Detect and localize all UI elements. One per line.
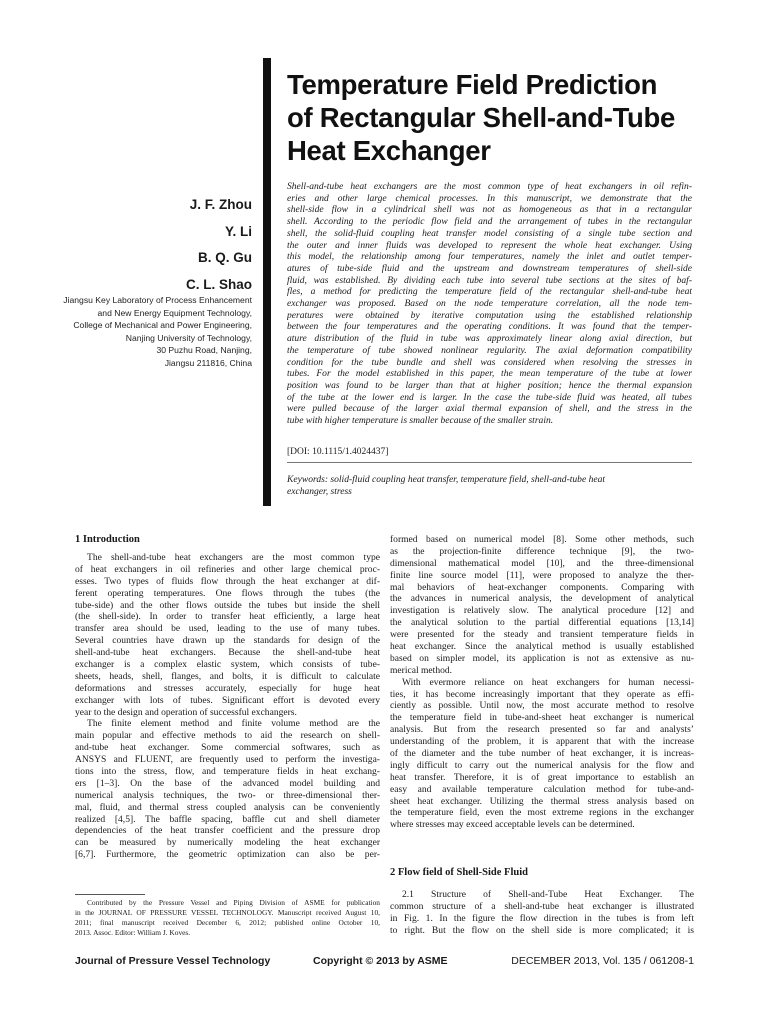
text-line: analysis. But from the research presented so far and analysts’	[390, 724, 694, 736]
text-line: year to the design and operation of successful exchangers.	[75, 706, 297, 718]
text-line: The finite element method and finite volume method are the	[87, 718, 380, 730]
text-line: formed based on numerical model [8]. Some other methods, such	[390, 534, 694, 545]
title-line: Temperature Field Prediction	[287, 69, 658, 100]
text-line: esses. Two types of fluids flow through the heat exchanger at dif-	[75, 575, 380, 587]
text-line: ers [1–3]. On the base of the advanced model building and	[75, 777, 380, 789]
text-line: exchanger is a complex elastic system, which consists of tube-	[75, 659, 380, 671]
text-line: shell, the solid-fluid coupling heat transfer model consisting of a single tube section and	[287, 227, 692, 239]
author: C. L. Shao	[185, 276, 252, 292]
abstract	[287, 181, 692, 427]
text-line: the temperature of tube showed nonlinear regularity. The axial deformation compatibility	[287, 344, 692, 356]
text-line: main popular and effective methods to aid the research on shell-	[75, 730, 380, 742]
text-line: investigation is relatively slow. The analytical procedure [12] and	[390, 605, 694, 617]
text-line: were pulled because of the larger axial thermal expansion of shell, and the stress in the	[287, 403, 692, 415]
text-line: heat exchanger. Since the analytical method is usually established	[390, 641, 694, 653]
text-line: common structure of a shell-and-tube heat exchanger is illustrated	[390, 900, 694, 912]
text-line: to right. But the flow on the shell side is more complicated; it is	[390, 924, 694, 936]
footnote-rule	[75, 894, 145, 895]
text-line: can be measured by numerically modeling the heat exchanger	[75, 837, 380, 849]
text-line: and-tube heat exchanger. Some commercial softwares, such as	[75, 742, 380, 754]
text-line: ature distribution of the fluid in tube was approximately linear along axial direction, but	[287, 333, 692, 345]
text-line: 2013. Assoc. Editor: William J. Koves.	[75, 928, 191, 937]
text-line: ingly difficult to carry out the numerical analysis for the flow and	[390, 759, 694, 771]
text-line: easy and available temperature calculation method for tube-and-	[390, 783, 694, 795]
affiliation-line: Jiangsu 211816, China	[164, 357, 252, 368]
text-line: condition for the tube bundle and shell was considered when resolving the stresses in	[287, 356, 692, 368]
author: J. F. Zhou	[189, 197, 252, 212]
text-line: exchanger with lots of tubes. Significant effort is devoted every	[75, 694, 380, 706]
text-line: based on simpler model, its application is not as extensive as nu-	[390, 652, 694, 664]
text-line: mal behaviors of heat-exchanger components. Comparing with	[390, 581, 694, 593]
text-line: With evermore reliance on heat exchangers for human necessi-	[402, 676, 694, 688]
text-line: ciently as possible. Until now, the most accurate method to resolve	[390, 700, 694, 712]
text-line: realized [4,5]. The baffle spacing, baffle cut and shell diameter	[75, 813, 380, 825]
keywords-line: Keywords: solid-fluid coupling heat transfer, temperature field, shell-and-tube heat	[287, 474, 606, 485]
footer-copyright: Copyright © 2013 by ASME	[313, 955, 448, 967]
text-line: the temperature field in tube-and-sheet heat exchanger is numerical	[390, 712, 694, 724]
author-list	[186, 192, 252, 298]
text-line: between the four temperatures and the operating conditions. It was found that the temper-	[287, 321, 692, 333]
title-bar	[263, 58, 271, 506]
text-line: tube-side) and the other flows outside the tubes but inside the shell	[75, 599, 380, 611]
text-line: shell-side flow in a cylindrical shell was not as homogeneous as that in a rectangular	[287, 204, 692, 216]
text-line: ferent operating temperatures. One flows through the tubes (the	[75, 587, 380, 599]
text-line: in the JOURNAL OF PRESSURE VESSEL TECHNOLOGY. Manuscript received August 10,	[75, 908, 380, 917]
text-line: the temperature field, even the most extreme regions in the exchanger	[390, 807, 694, 819]
text-line: position was found to be larger than that at higher position; hence the thermal expansion	[287, 379, 692, 391]
text-line: (the shell-side). In order to transfer heat efficiently, a large heat	[75, 611, 380, 623]
text-line: tube with higher temperature is smaller because of the smaller strain.	[287, 415, 554, 427]
text-line: where stresses may exceed acceptable levels can be determined.	[390, 819, 635, 831]
text-line: sheet heat exchanger. Utilizing the thermal stress analysis based on	[390, 795, 694, 807]
keywords-line: exchanger, stress	[287, 485, 352, 497]
text-line: Shell-and-tube heat exchangers are the most common type of heat exchangers in oil refin-	[287, 181, 692, 192]
text-line: this model, the relationship among four temperatures, namely the inlet and outlet temper-	[287, 251, 692, 263]
doi[interactable]: [DOI: 10.1115/1.4024437]	[287, 447, 389, 457]
affiliation-line: Nanjing University of Technology,	[125, 332, 252, 343]
affiliation-line: College of Mechanical and Power Engineering,	[73, 320, 252, 331]
footnote	[75, 898, 380, 938]
text-line: the advances in numerical analysis, the development of analytical	[390, 593, 694, 605]
section-heading-introduction: 1 Introduction	[75, 534, 140, 545]
text-line: The shell-and-tube heat exchangers are the most common type	[87, 552, 380, 563]
text-line: heat transfer. Therefore, it is of great importance to establish an	[390, 771, 694, 783]
text-line: ties, it has become increasingly important that they operate as effi-	[390, 688, 694, 700]
text-line: shell-and-tube heat exchangers. Because the shell-and-tube heat	[75, 647, 380, 659]
text-line: sheets, heads, shell, flanges, and bolts, it is difficult to calculate	[75, 670, 380, 682]
divider	[287, 462, 692, 463]
keywords	[287, 474, 692, 497]
text-line: mal, fluid, and thermal stress coupled analysis can be conveniently	[75, 801, 380, 813]
text-line: finite line source model [11], were proposed to analyze the ther-	[390, 569, 694, 581]
text-line: shell. According to the periodic flow field and the arrangement of tubes in the rectangular	[287, 216, 692, 228]
text-line: Several countries have drawn up the standards for design of the	[75, 635, 380, 647]
text-line: deformations and stresses accurately, especially for huge heat	[75, 682, 380, 694]
text-line: atures of tube-side fluid and the upstream and downstream temperatures of shell-side	[287, 262, 692, 274]
text-line: dimensional mathematical model [10], and the three-dimensional	[390, 557, 694, 569]
affiliation-line: and New Energy Equipment Technology,	[97, 307, 252, 318]
affiliation-line: Jiangsu Key Laboratory of Process Enhancement	[63, 295, 252, 305]
text-line: tions into the stress, flow, and temperature fields in heat exchang-	[75, 766, 380, 778]
section-heading-flow-field: 2 Flow field of Shell-Side Fluid	[390, 867, 528, 878]
author: B. Q. Gu	[198, 250, 252, 265]
title-line: Heat Exchanger	[287, 135, 491, 166]
text-line: of heat exchangers in oil refineries and other large chemical proc-	[75, 563, 380, 575]
text-line: the analytical solution to the partial differential equations [13,14]	[390, 617, 694, 629]
text-line: [6,7]. Furthermore, the geometric optimization can also be per-	[75, 849, 380, 861]
text-line: in Fig. 1. In the figure the flow direction in the tubes is from left	[390, 912, 694, 924]
text-line: peratures were obtained by iterative computation using the established relationship	[287, 309, 692, 321]
footer-journal: Journal of Pressure Vessel Technology	[75, 955, 271, 967]
title-line: of Rectangular Shell-and-Tube	[287, 102, 676, 133]
text-line: Contributed by the Pressure Vessel and Piping Division of ASME for publication	[87, 898, 380, 907]
paper-title	[287, 68, 727, 167]
text-line: ANSYS and FLUENT, are frequently used to perform the investiga-	[75, 754, 380, 766]
text-line: of the diameter and the tube number of heat exchanger, it is increas-	[390, 748, 694, 760]
text-line: 2011; final manuscript received December 6, 2012; published online October 10,	[75, 918, 380, 927]
author: Y. Li	[224, 223, 252, 239]
text-line: understanding of the problem, it is apparent that with the increase	[390, 736, 694, 748]
column-right	[390, 534, 694, 831]
text-line: the outer and inner fluids was developed to represent the whole heat exchanger. Using	[287, 239, 692, 251]
column-left	[75, 552, 380, 861]
text-line: dependencies of the heat transfer coefficient and the pressure drop	[75, 825, 380, 837]
text-line: of the tube at the lower end is larger. In the case the tube-side fluid was heated, all tubes	[287, 391, 692, 403]
text-line: merical method.	[390, 664, 453, 676]
text-line: transfer area should be used, leading to the use of many tubes.	[75, 623, 380, 635]
affiliation	[42, 294, 252, 370]
text-line: exchanger was proposed. Based on the node temperature correlation, all the node tem-	[287, 298, 692, 310]
column-right-continued	[390, 889, 694, 937]
text-line: numerical analysis techniques, the two- or three-dimensional ther-	[75, 789, 380, 801]
text-line: tubes. For the model established in this paper, the mean temperature of the tube at lower	[287, 368, 692, 380]
text-line: were presented for the steady and transient temperature fields in	[390, 629, 694, 641]
affiliation-line: 30 Puzhu Road, Nanjing,	[156, 345, 252, 356]
text-line: as the projection-finite difference technique [9], the two-	[390, 545, 694, 557]
text-line: fluid, was established. By dividing each tube into several tube sections at the sites of baf-	[287, 274, 692, 286]
text-line: fles, a method for predicting the temperature field of the rectangular shell-and-tube heat	[287, 286, 692, 298]
footer-issue: DECEMBER 2013, Vol. 135 / 061208-1	[511, 955, 694, 967]
text-line: eries and other large chemical processes. In this manuscript, we demonstrate that the	[287, 192, 692, 204]
text-line: 2.1 Structure of Shell-and-Tube Heat Exchanger. The	[402, 889, 694, 900]
